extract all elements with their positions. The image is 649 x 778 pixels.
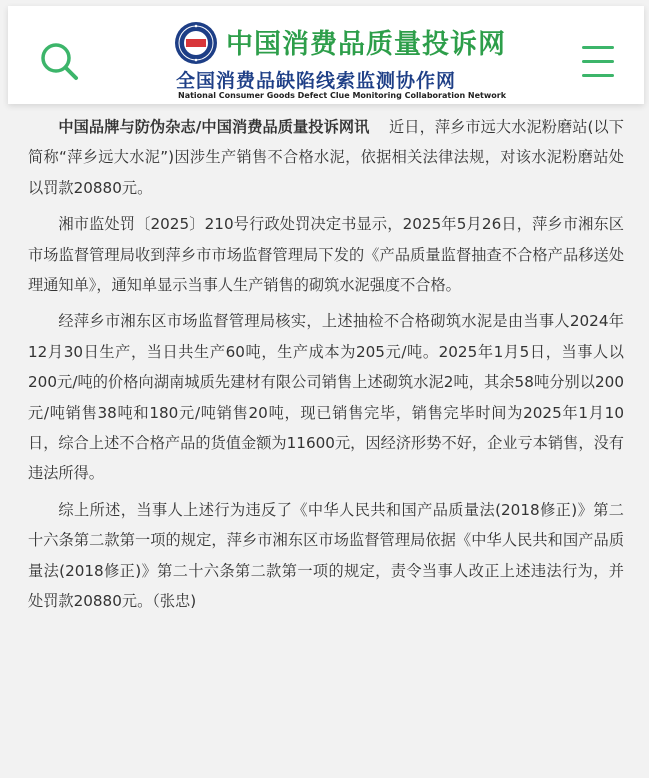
site-header [8, 6, 644, 104]
site-english-name: National Consumer Goods Defect Clue Monitoring Collaboration Network [178, 91, 507, 100]
site-subtitle: 全国消费品缺陷线索监测协作网 [176, 70, 457, 92]
article-body [28, 112, 624, 623]
search-icon[interactable] [38, 40, 82, 84]
menu-icon[interactable] [580, 42, 616, 82]
article-paragraph-lead [28, 112, 624, 203]
article-paragraph: 湘市监处罚〔2025〕210号行政处罚决定书显示，2025年5月26日，萍乡市湘东区市场监督管理局收到萍乡市市场监督管理局下发的《产品质量监督抽查不合格产品移送处理通知单》，通知单显示当事人生产销售的砌筑水泥强度不合格。 [28, 215, 624, 295]
article-lead-text: 近日，萍乡市远大水泥粉磨站(以下简称“萍乡远大水泥”)因涉生产销售不合格水泥，依据相关法律法规，对该水泥粉磨站处以罚款20880元。 [28, 118, 624, 197]
article-source: 中国品牌与防伪杂志/中国消费品质量投诉网讯 [58, 118, 370, 136]
article-paragraph: 综上所述，当事人上述行为违反了《中华人民共和国产品质量法(2018修正)》第二十六条第二款第一项的规定，萍乡市湘东区市场监督管理局依据《中华人民共和国产品质量法(2018修正)》第二十六条第二款第一项的规定，责令当事人改正上述违法行为，并处罚款20880元。（张忠) [28, 500, 624, 611]
logo-seal-icon [174, 21, 218, 65]
site-title[interactable]: 中国消费品质量投诉网 [226, 29, 506, 60]
article-paragraph: 经萍乡市湘东区市场监督管理局核实，上述抽检不合格砌筑水泥是由当事人2024年12月30日生产，当日共生产60吨，生产成本为205元/吨。2025年1月5日，当事人以200元/吨的价格向湖南城质先建材有限公司销售上述砌筑水泥2吨，其余58吨分别以200元/吨销售38吨和180元/吨销售20吨，现已销售完毕，销售完毕时间为2025年1月10日，综合上述不合格产品的货值金额为11600元，因经济形势不好，企业亏本销售，没有违法所得。 [28, 312, 624, 483]
